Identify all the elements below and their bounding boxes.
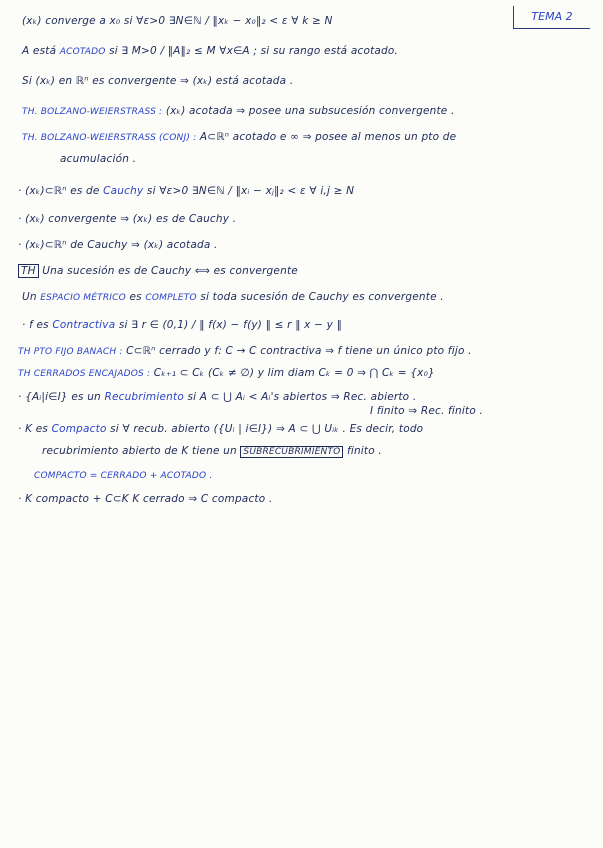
term-compacto: Compacto <box>51 423 107 435</box>
line-compacto-def: · K es Compacto si ∀ recub. abierto ({Uᵢ | i∈I}) ⇒ A ⊂ ⋃ Uᵢₖ . Es decir, todo <box>18 423 424 435</box>
line-convergente-acotada: Si (xₖ) en ℝⁿ es convergente ⇒ (xₖ) está acotada . <box>22 75 294 87</box>
line-contractiva: · f es Contractiva si ∃ r ∈ (0,1) / ‖ f(x) − f(y) ‖ ≤ r ‖ x − y ‖ <box>22 319 343 331</box>
line-conv-cauchy: · (xₖ) convergente ⇒ (xₖ) es de Cauchy . <box>18 213 237 225</box>
term-contractiva: Contractiva <box>52 319 116 331</box>
line-convergencia: (xₖ) converge a x₀ si ∀ε>0 ∃N∈ℕ / ‖xₖ − x₀‖₂ < ε ∀ k ≥ N <box>22 15 333 27</box>
line-espacio-completo: Un ESPACIO MÉTRICO es COMPLETO si toda sucesión de Cauchy es convergente . <box>22 291 444 303</box>
term-th-banach: TH PTO FIJO BANACH : <box>18 347 123 357</box>
line-k-compacto: · K compacto + C⊂K K cerrado ⇒ C compacto . <box>18 493 273 505</box>
line-th-banach: TH PTO FIJO BANACH : C⊂ℝⁿ cerrado y f: C → C contractiva ⇒ f tiene un único pto fijo . <box>18 345 472 357</box>
line-th-cerrados: TH CERRADOS ENCAJADOS : Cₖ₊₁ ⊂ Cₖ (Cₖ ≠ ∅) y lim diam Cₖ = 0 ⇒ ⋂ Cₖ = {x₀} <box>18 367 435 379</box>
term-cauchy: Cauchy <box>103 185 144 197</box>
line-recubrimiento: · {Aᵢ|i∈I} es un Recubrimiento si A ⊂ ⋃ Aᵢ < Aᵢ's abiertos ⇒ Rec. abierto . <box>18 391 417 403</box>
line-acumulacion: acumulación . <box>60 153 137 165</box>
term-acotado: ACOTADO <box>59 47 106 57</box>
line-th-bw: TH. BOLZANO-WEIERSTRASS : (xₖ) acotada ⇒ posee una subsucesión convergente . <box>22 105 455 117</box>
line-cauchy-def: · (xₖ)⊂ℝⁿ es de Cauchy si ∀ε>0 ∃N∈ℕ / ‖xᵢ − xⱼ‖₂ < ε ∀ i,j ≥ N <box>18 185 355 197</box>
line-cauchy-acotada: · (xₖ)⊂ℝⁿ de Cauchy ⇒ (xₖ) acotada . <box>18 239 218 251</box>
term-espacio-metrico: ESPACIO MÉTRICO <box>40 293 126 303</box>
term-th-cerrados: TH CERRADOS ENCAJADOS : <box>18 369 151 379</box>
term-subrecubrimiento: SUBRECUBRIMIENTO <box>240 446 343 458</box>
term-recubrimiento: Recubrimiento <box>104 391 184 403</box>
term-completo: COMPLETO <box>145 293 197 303</box>
line-th-cauchy-conv: TH Una sucesión es de Cauchy ⟺ es convergente <box>18 264 298 278</box>
term-th-bw-conj: TH. BOLZANO-WEIERSTRASS (CONJ) : <box>22 133 197 143</box>
line-th-bw-conj: TH. BOLZANO-WEIERSTRASS (CONJ) : A⊂ℝⁿ acotado e ∞ ⇒ posee al menos un pto de <box>22 131 457 143</box>
line-rec-finito: I finito ⇒ Rec. finito . <box>370 405 484 417</box>
th-box: TH <box>18 264 39 278</box>
line-compacto-cerrado-acotado <box>34 468 212 483</box>
term-th-bw: TH. BOLZANO-WEIERSTRASS : <box>22 107 163 117</box>
line-subrecubrimiento: recubrimiento abierto de K tiene un SUBRECUBRIMIENTO finito . <box>42 445 382 457</box>
tema-label: TEMA 2 <box>513 6 590 29</box>
line-acotado: A está ACOTADO si ∃ M>0 / ‖A‖₂ ≤ M ∀x∈A ; si su rango está acotado. <box>22 45 399 57</box>
term-compacto-eq: COMPACTO = CERRADO + ACOTADO . <box>34 471 213 481</box>
